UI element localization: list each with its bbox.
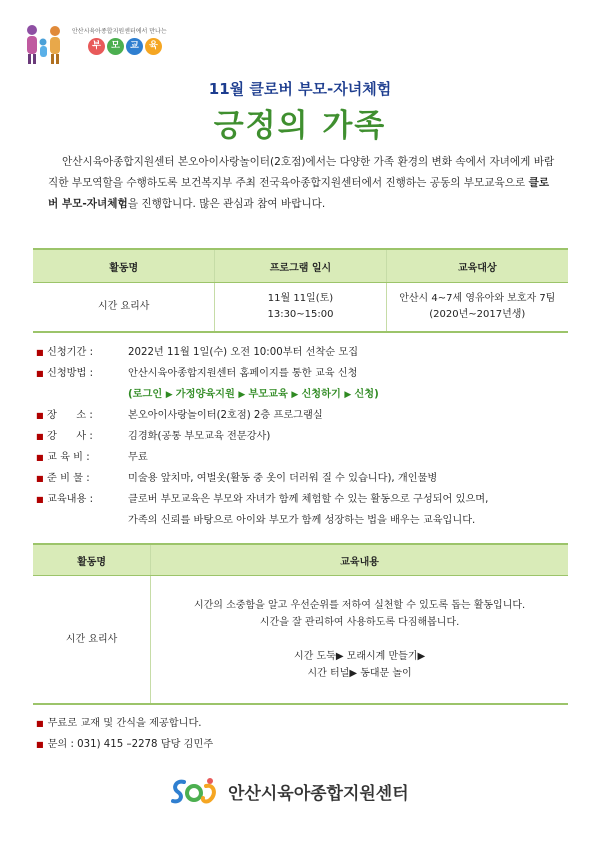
path-step: (로그인 xyxy=(128,389,163,400)
intro-bold: 클로버 부모-자녀체험 xyxy=(48,177,550,210)
method-label: 신청방법 : xyxy=(47,368,94,379)
bullet-icon: ■ xyxy=(36,740,44,749)
list-item xyxy=(36,447,576,468)
header-content: 교육내용 xyxy=(151,544,568,576)
place-label: 장 소 : xyxy=(47,410,93,421)
list-item xyxy=(36,342,576,363)
top-logo xyxy=(22,22,167,66)
prep-label: 준 비 물 : xyxy=(47,473,90,484)
page-title: 긍정의 가족 xyxy=(213,108,387,144)
cell-datetime xyxy=(215,283,386,333)
header-activity: 활동명 xyxy=(33,544,151,576)
cell-target-years: (2020년~2017년생) xyxy=(429,309,526,320)
cell-time: 13:30~15:00 xyxy=(267,309,334,320)
bullet-icon: ■ xyxy=(36,432,44,441)
program-table xyxy=(33,248,568,333)
fee-value: 무료 xyxy=(128,452,148,463)
cell-date: 11월 11일(토) xyxy=(267,293,334,304)
list-item xyxy=(36,713,213,734)
table-row xyxy=(33,576,568,705)
logo-slogan: 안산시육아종합지원센터에서 만나는 xyxy=(72,28,167,35)
content-line: 시간을 잘 관리하여 사용하도록 다짐해봅니다. xyxy=(259,617,460,628)
arrow-icon: ▶ xyxy=(344,390,355,400)
period-value: 2022년 11월 1일(수) 오전 10:00부터 선착순 모집 xyxy=(128,347,359,358)
badge-char: 교 xyxy=(126,38,143,55)
badge-char: 모 xyxy=(107,38,124,55)
list-item xyxy=(36,510,576,531)
application-path xyxy=(128,384,379,406)
bullet-icon: ■ xyxy=(36,474,44,483)
teacher-value: 김경화(공통 부모교육 전문강사) xyxy=(128,431,271,442)
parent-education-badge xyxy=(88,38,162,55)
badge-char: 육 xyxy=(145,38,162,55)
header-datetime: 프로그램 일시 xyxy=(215,249,386,283)
center-logo-icon xyxy=(170,776,220,806)
path-step: 가정양육지원 xyxy=(175,389,235,400)
header-target: 교육대상 xyxy=(386,249,568,283)
bottom-logo xyxy=(170,776,409,806)
badge-char: 부 xyxy=(88,38,105,55)
family-icon xyxy=(22,22,70,66)
bullet-icon: ■ xyxy=(36,719,44,728)
list-item xyxy=(36,384,576,405)
info-list xyxy=(36,342,576,531)
teacher-label: 강 사 : xyxy=(47,431,93,442)
list-item xyxy=(36,426,576,447)
center-name: 안산시육아종합지원센터 xyxy=(228,783,409,804)
arrow-icon: ▶ xyxy=(238,390,249,400)
prep-value: 미술용 앞치마, 여벌옷(활동 중 옷이 더러워 질 수 있습니다), 개인물병 xyxy=(128,473,438,484)
intro-paragraph xyxy=(48,152,558,215)
list-item xyxy=(36,489,576,510)
intro-text: 안산시육아종합지원센터 본오아이사랑놀이터(2호점)에서는 다양한 가족 환경의 변화 속에서 자녀에게 바람직한 부모역할을 수행하도록 보건복지부 주최 전국육아종합지원센터에서 진행하는 공동의 부모교육으로 xyxy=(48,156,555,189)
content-label: 교육내용 : xyxy=(47,494,94,505)
content-line: 시간 도둑▶ 모래시계 만들기▶ xyxy=(294,651,426,662)
content-value: 클로버 부모교육은 부모와 자녀가 함께 체험할 수 있는 활동으로 구성되어 있으며, xyxy=(128,494,489,505)
period-label: 신청기간 : xyxy=(47,347,94,358)
list-item xyxy=(36,468,576,489)
table-row xyxy=(33,283,568,333)
cell-activity: 시간 요리사 xyxy=(33,576,151,705)
place-value: 본오아이사랑놀이터(2호점) 2층 프로그램실 xyxy=(128,410,323,421)
bullet-icon: ■ xyxy=(36,453,44,462)
note-text: 무료로 교재 및 간식을 제공합니다. xyxy=(47,718,202,729)
content-table xyxy=(33,543,568,705)
list-item xyxy=(36,734,213,755)
bullet-icon: ■ xyxy=(36,495,44,504)
content-line: 시간 터널▶ 동대문 놀이 xyxy=(307,668,412,679)
note-contact: 문의 : 031) 415 –2278 담당 김민주 xyxy=(47,739,214,750)
bullet-icon: ■ xyxy=(36,369,44,378)
cell-content xyxy=(151,576,568,705)
cell-activity: 시간 요리사 xyxy=(33,283,215,333)
fee-label: 교 육 비 : xyxy=(47,452,90,463)
intro-text-end: 을 진행합니다. 많은 관심과 참여 바랍니다. xyxy=(127,198,326,210)
bullet-icon: ■ xyxy=(36,411,44,420)
bullet-icon: ■ xyxy=(36,348,44,357)
list-item xyxy=(36,405,576,426)
cell-target-text: 안산시 4~7세 영유아와 보호자 7팀 xyxy=(399,293,556,304)
content-line: 시간의 소중함을 알고 우선순위를 저하여 실천할 수 있도록 돕는 활동입니다. xyxy=(193,600,526,611)
header-activity: 활동명 xyxy=(33,249,215,283)
path-step: 부모교육 xyxy=(248,389,288,400)
path-step: 신청하기 xyxy=(301,389,341,400)
cell-target xyxy=(386,283,568,333)
arrow-icon: ▶ xyxy=(291,390,302,400)
arrow-icon: ▶ xyxy=(165,390,176,400)
list-item xyxy=(36,363,576,384)
method-value: 안산시육아종합지원센터 홈페이지를 통한 교육 신청 xyxy=(128,368,358,379)
path-step: 신청) xyxy=(354,389,379,400)
content-value-cont: 가족의 신뢰를 바탕으로 아이와 부모가 함께 성장하는 법을 배우는 교육입니다. xyxy=(128,515,476,526)
notes-list xyxy=(36,713,213,755)
page-subtitle: 11월 클로버 부모-자녀체험 xyxy=(208,80,392,98)
